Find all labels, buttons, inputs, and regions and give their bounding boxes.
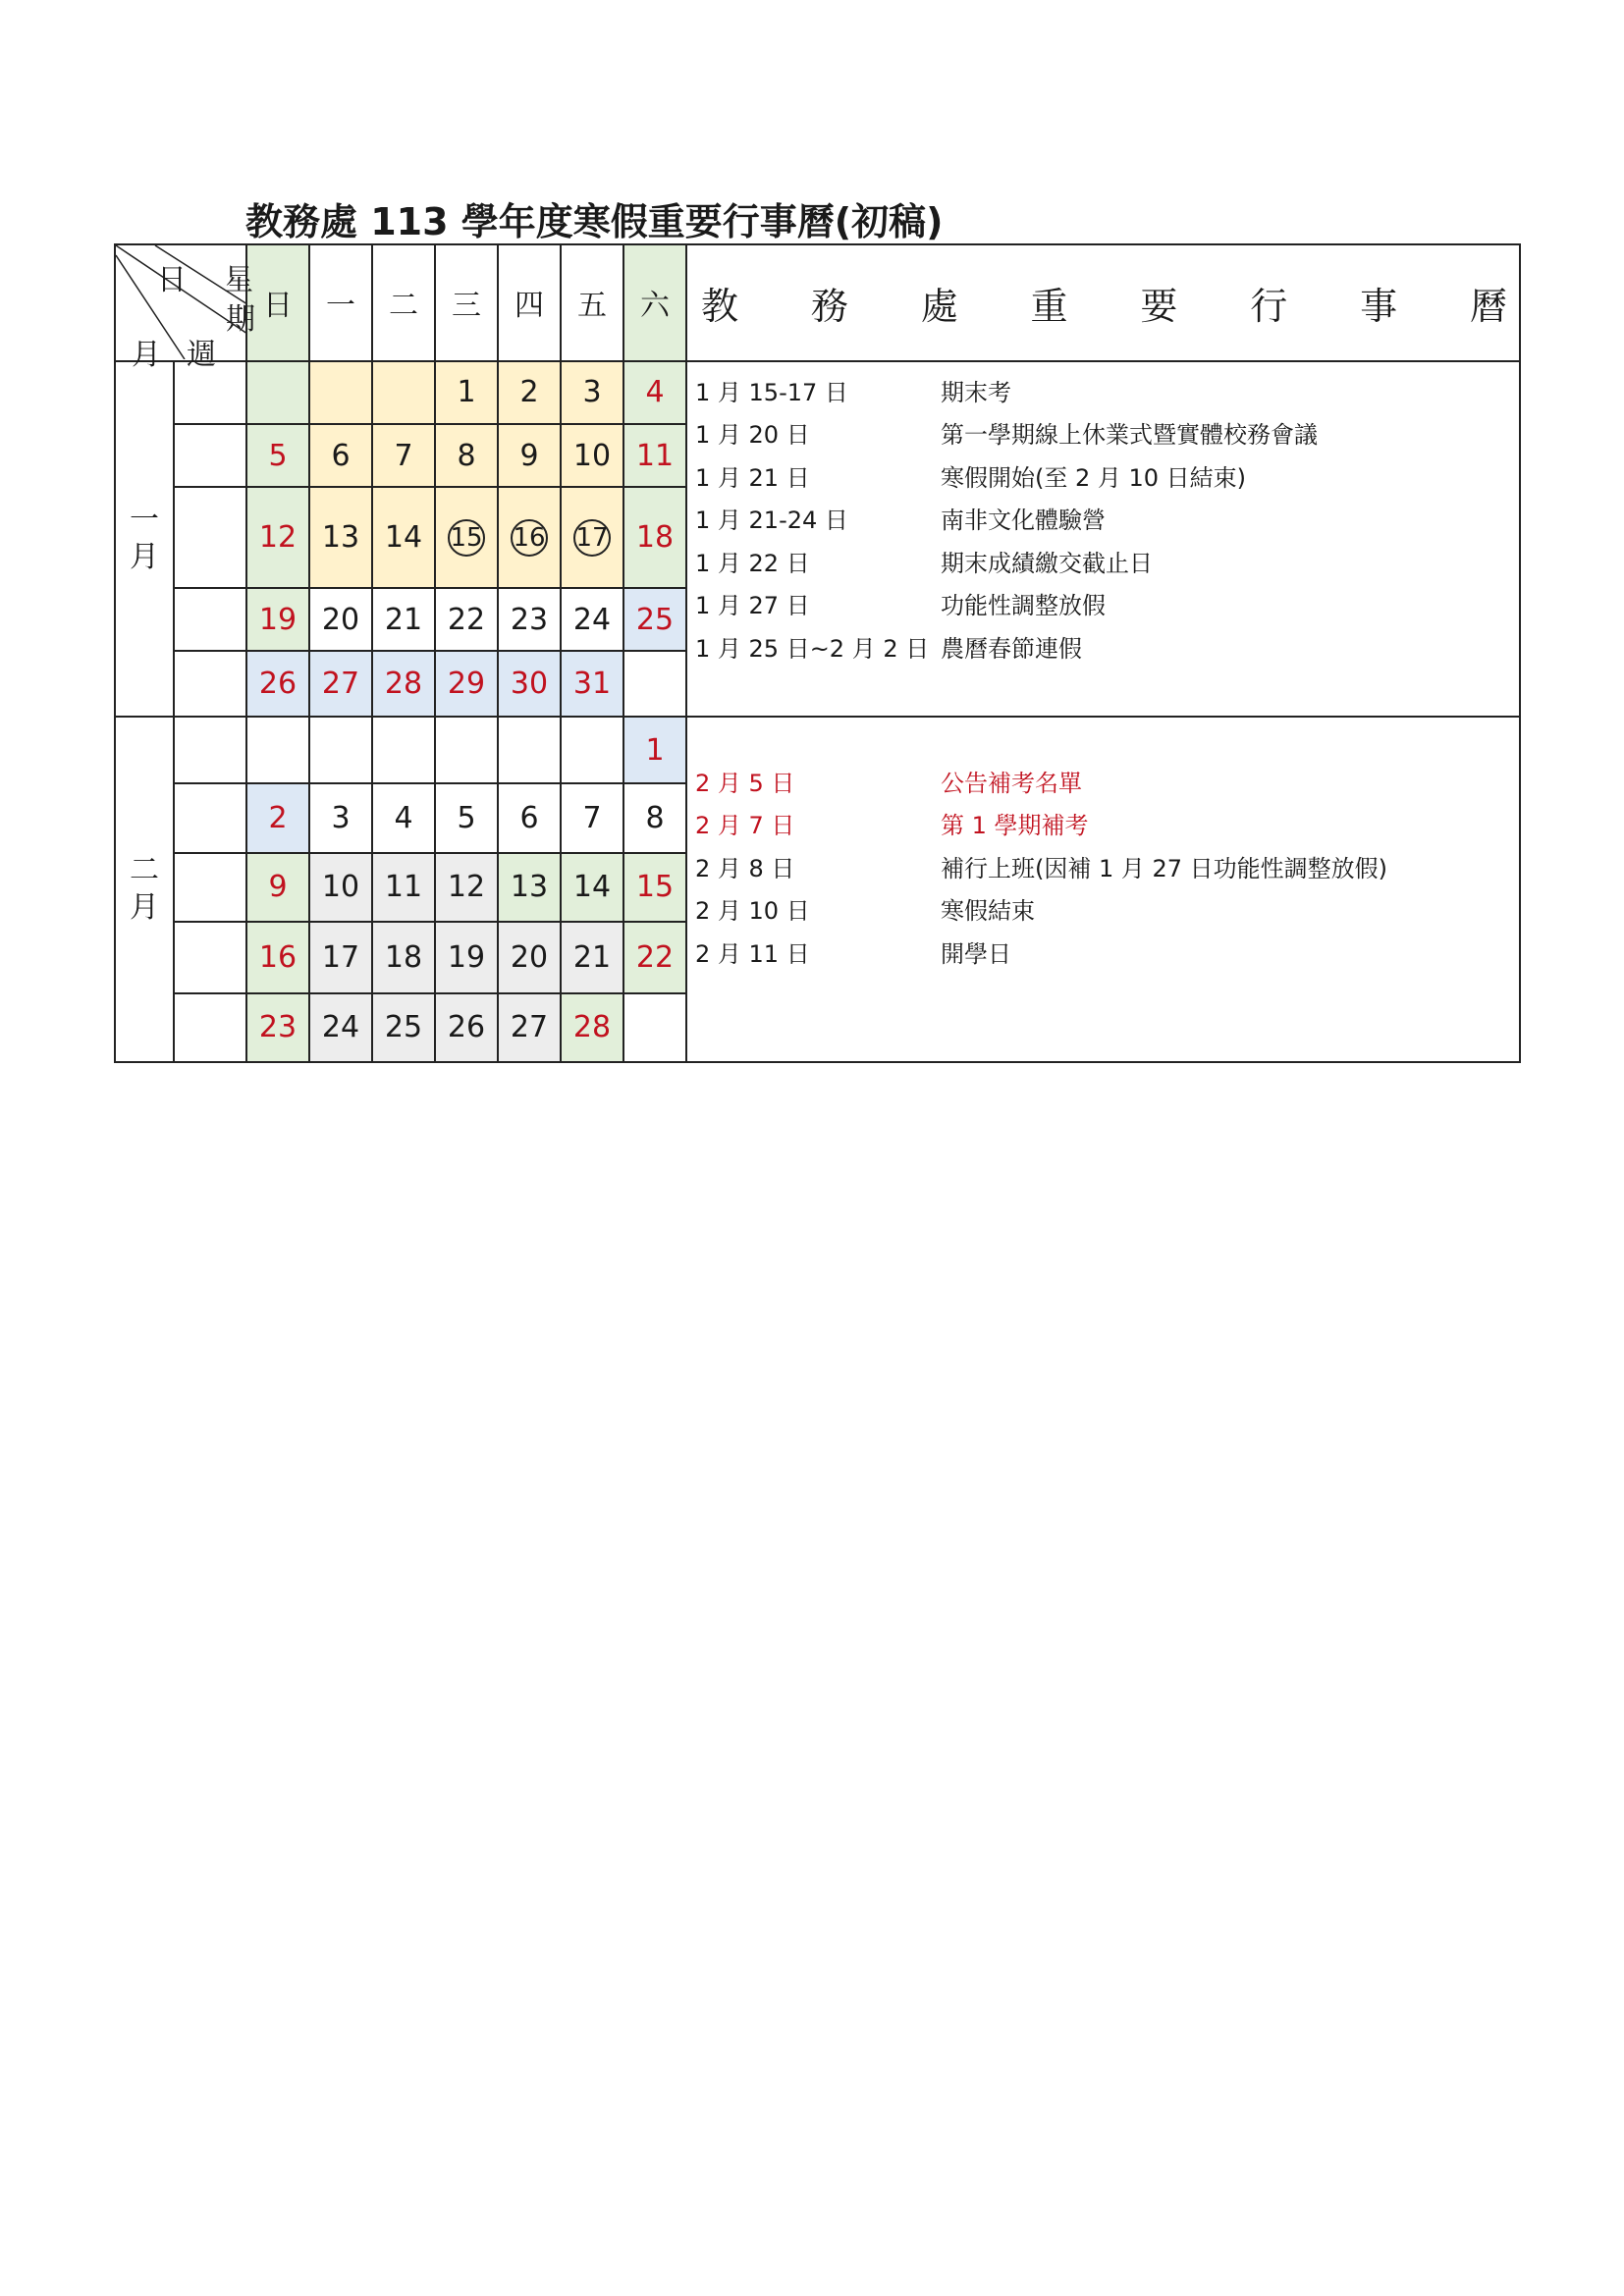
day-cell: 25 [372,993,435,1063]
event-text: 寒假開始(至 2 月 10 日結束) [941,463,1247,492]
day-cell: 31 [561,651,623,716]
day-cell: 5 [435,783,498,852]
day-cell: 11 [372,853,435,922]
event-text: 寒假結束 [941,897,1035,926]
week-number-cell [174,853,246,922]
day-cell: 21 [372,588,435,651]
weekday-thu: 四 [498,244,561,361]
day-cell: 6 [309,424,372,487]
day-cell [246,717,309,783]
day-cell: 24 [309,993,372,1063]
events-header-char: 重 [1030,284,1068,328]
day-cell: 10 [561,424,623,487]
events-header-char: 處 [920,284,958,328]
day-cell: 17 [309,922,372,992]
day-cell [372,361,435,424]
day-cell: 13 [498,853,561,922]
event-row [695,628,1519,671]
event-date: 2 月 5 日 [695,769,795,797]
day-cell: 5 [246,424,309,487]
events-header [686,244,1520,361]
event-date: 1 月 21-24 日 [695,507,848,535]
day-cell: 27 [498,993,561,1063]
day-cell: 24 [561,588,623,651]
day-cell [561,717,623,783]
event-text: 農曆春節連假 [941,634,1082,663]
weekday-sun: 日 [246,244,309,361]
header-row [115,244,1520,361]
calendar-table [114,243,1521,1063]
day-cell [309,361,372,424]
event-text: 第 1 學期補考 [941,812,1089,840]
events-header-char: 務 [810,284,848,328]
corner-cell [115,244,255,372]
exam-day-cell [498,487,561,588]
page-title: 教務處 113 學年度寒假重要行事曆(初稿) [245,200,944,243]
month-label-char: 月 [130,539,159,574]
day-cell: 6 [498,783,561,852]
event-text: 公告補考名單 [941,769,1082,797]
weekday-wed: 三 [435,244,498,361]
exam-day-cell [435,487,498,588]
day-cell [623,651,686,716]
day-cell: 13 [309,487,372,588]
exam-day-circle: 16 [511,519,548,557]
week-number-cell [174,783,246,852]
event-row [695,763,1519,806]
month-label-jan [115,361,174,717]
event-date: 2 月 8 日 [695,854,795,882]
event-row [695,543,1519,586]
day-cell: 1 [623,717,686,783]
day-cell: 14 [372,487,435,588]
corner-qi: 期 [226,302,255,337]
day-cell: 26 [435,993,498,1063]
day-cell: 11 [623,424,686,487]
week-number-cell [174,424,246,487]
events-header-char: 要 [1140,284,1178,328]
day-cell: 19 [435,922,498,992]
day-cell: 27 [309,651,372,716]
day-cell: 3 [561,361,623,424]
day-cell: 9 [246,853,309,922]
day-cell [623,993,686,1063]
event-row [695,372,1519,415]
day-cell [498,717,561,783]
month-label-char: 月 [130,889,159,925]
event-date: 2 月 10 日 [695,897,810,926]
day-cell: 4 [623,361,686,424]
week-number-cell [174,487,246,588]
week-number-cell [174,922,246,992]
exam-day-cell [561,487,623,588]
day-cell: 4 [372,783,435,852]
day-cell: 10 [309,853,372,922]
day-cell [435,717,498,783]
day-cell: 28 [372,651,435,716]
corner-week: 週 [187,338,216,372]
weekday-tue: 二 [372,244,435,361]
event-date: 1 月 15-17 日 [695,378,848,406]
day-cell: 28 [561,993,623,1063]
events-feb [686,717,1520,1062]
day-cell: 8 [435,424,498,487]
day-cell: 23 [246,993,309,1063]
corner-xing: 星 [224,263,253,297]
event-date: 2 月 7 日 [695,812,795,840]
event-row [695,848,1519,891]
event-text: 期末成績繳交截止日 [941,549,1153,577]
event-row [695,934,1519,977]
event-row [695,414,1519,457]
event-text: 第一學期線上休業式暨實體校務會議 [941,421,1318,450]
week-number-cell [174,993,246,1063]
day-cell: 14 [561,853,623,922]
week-number-cell [174,651,246,716]
event-text: 期末考 [941,378,1011,406]
event-row [695,585,1519,628]
day-cell: 9 [498,424,561,487]
events-header-char: 教 [701,284,739,328]
event-text: 開學日 [941,939,1011,968]
week-number-cell [174,588,246,651]
day-cell [246,361,309,424]
day-cell: 26 [246,651,309,716]
day-cell: 7 [561,783,623,852]
day-cell: 18 [372,922,435,992]
month-label-char: 一 [130,502,159,537]
day-cell [309,717,372,783]
event-row [695,805,1519,848]
day-cell [372,717,435,783]
events-header-char: 曆 [1469,284,1507,328]
event-row [695,500,1519,543]
day-cell: 18 [623,487,686,588]
event-date: 1 月 21 日 [695,463,810,492]
event-date: 1 月 25 日~2 月 2 日 [695,634,930,663]
weekday-mon: 一 [309,244,372,361]
day-cell: 23 [498,588,561,651]
event-text: 南非文化體驗營 [941,507,1106,535]
week-row [115,717,1520,783]
day-cell: 29 [435,651,498,716]
exam-day-circle: 15 [448,519,485,557]
day-cell: 7 [372,424,435,487]
day-cell: 2 [246,783,309,852]
day-cell: 22 [435,588,498,651]
day-cell: 8 [623,783,686,852]
day-cell: 12 [246,487,309,588]
events-header-char: 事 [1360,284,1398,328]
day-cell: 22 [623,922,686,992]
day-cell: 25 [623,588,686,651]
event-date: 1 月 27 日 [695,592,810,620]
week-row [115,361,1520,424]
month-label-feb [115,717,174,1062]
day-cell: 1 [435,361,498,424]
corner-day: 日 [157,263,187,297]
day-cell: 2 [498,361,561,424]
exam-day-circle: 17 [573,519,611,557]
day-cell: 16 [246,922,309,992]
week-number-cell [174,717,246,783]
day-cell: 12 [435,853,498,922]
day-cell: 20 [498,922,561,992]
weekday-sat: 六 [623,244,686,361]
event-text: 補行上班(因補 1 月 27 日功能性調整放假) [941,854,1388,882]
day-cell: 3 [309,783,372,852]
day-cell: 21 [561,922,623,992]
corner-month: 月 [132,338,161,372]
event-date: 1 月 22 日 [695,549,810,577]
day-cell: 20 [309,588,372,651]
event-text: 功能性調整放假 [941,592,1106,620]
event-row [695,457,1519,501]
event-row [695,890,1519,934]
day-cell: 15 [623,853,686,922]
events-header-char: 行 [1250,284,1288,328]
month-label-char: 二 [130,852,159,887]
event-date: 1 月 20 日 [695,421,810,450]
day-cell: 30 [498,651,561,716]
day-cell: 19 [246,588,309,651]
event-date: 2 月 11 日 [695,939,810,968]
events-jan [686,361,1520,717]
weekday-fri: 五 [561,244,623,361]
